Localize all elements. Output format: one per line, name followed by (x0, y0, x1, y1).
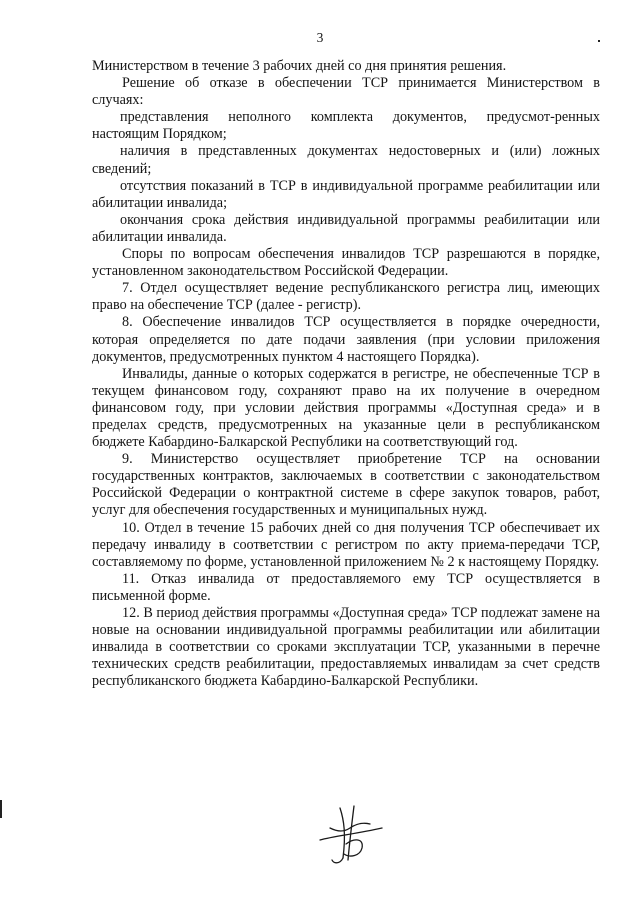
paragraph-continuation: Министерством в течение 3 рабочих дней со дня принятия решения. (92, 58, 507, 74)
paragraph-item-12: 12. В период действия программы «Доступная среда» ТСР подлежат замене на новые на основании индивидуальной программы реабилитации или абилитации инвалида в соответствии со сроками эксплуатации ТСР, указанными в перечне технических средств реабилитации, предоставляемых инвалидам за счет средств республиканского бюджета Кабардино-Балкарской Республики. (92, 605, 600, 690)
scan-edge-mark (0, 800, 2, 818)
refusal-reason-false-data: наличия в представленных документах недостоверных и (или) ложных сведений; (92, 143, 600, 177)
document-body (92, 58, 600, 690)
paragraph-registry-note: Инвалиды, данные о которых содержатся в регистре, не обеспеченные ТСР в текущем финансовом году, сохраняют право на их получение в очередном финансовом году, при условии действия программы «Доступная среда» и в пределах средств, предусмотренных на указанные цели в республиканском бюджете Кабардино-Балкарской Республики на соответствующий год. (92, 365, 600, 451)
scan-dot-mark (598, 40, 600, 42)
paragraph-disputes: Споры по вопросам обеспечения инвалидов ТСР разрешаются в порядке, установленном законодательством Российской Федерации. (92, 246, 600, 280)
paragraph-refusal-intro: Решение об отказе в обеспечении ТСР принимается Министерством в случаях: (92, 75, 600, 109)
refusal-reason-no-indication: отсутствия показаний в ТСР в индивидуальной программе реабилитации или абилитации инвалида; (92, 177, 600, 211)
paragraph-item-9: 9. Министерство осуществляет приобретение ТСР на основании государственных контрактов, заключаемых в соответствии с законодательством Российской Федерации о контрактной системе в сфере закупок товаров, работ, услуг для обеспечения государственных и муниципальных нужд. (92, 451, 600, 519)
handwritten-signature (310, 798, 390, 870)
paragraph-item-11: 11. Отказ инвалида от предоставляемого ему ТСР осуществляется в письменной форме. (92, 570, 600, 604)
refusal-reason-expired: окончания срока действия индивидуальной программы реабилитации или абилитации инвалида. (92, 211, 600, 245)
paragraph-item-10: 10. Отдел в течение 15 рабочих дней со дня получения ТСР обеспечивает их передачу инвалиду в соответствии с регистром по акту приема-передачи ТСР, составляемому по форме, установленной приложением № 2 к настоящему Порядку. (92, 519, 600, 570)
paragraph-item-8: 8. Обеспечение инвалидов ТСР осуществляется в порядке очередности, которая определяется по дате подачи заявления (при условии приложения документов, предусмотренных пунктом 4 настоящего Порядка). (92, 314, 600, 365)
page-number: 3 (316, 30, 324, 45)
paragraph-item-7: 7. Отдел осуществляет ведение республиканского регистра лиц, имеющих право на обеспечение ТСР (далее - регистр). (92, 280, 600, 314)
refusal-reason-incomplete: представления неполного комплекта документов, предусмот-ренных настоящим Порядком; (92, 109, 600, 143)
